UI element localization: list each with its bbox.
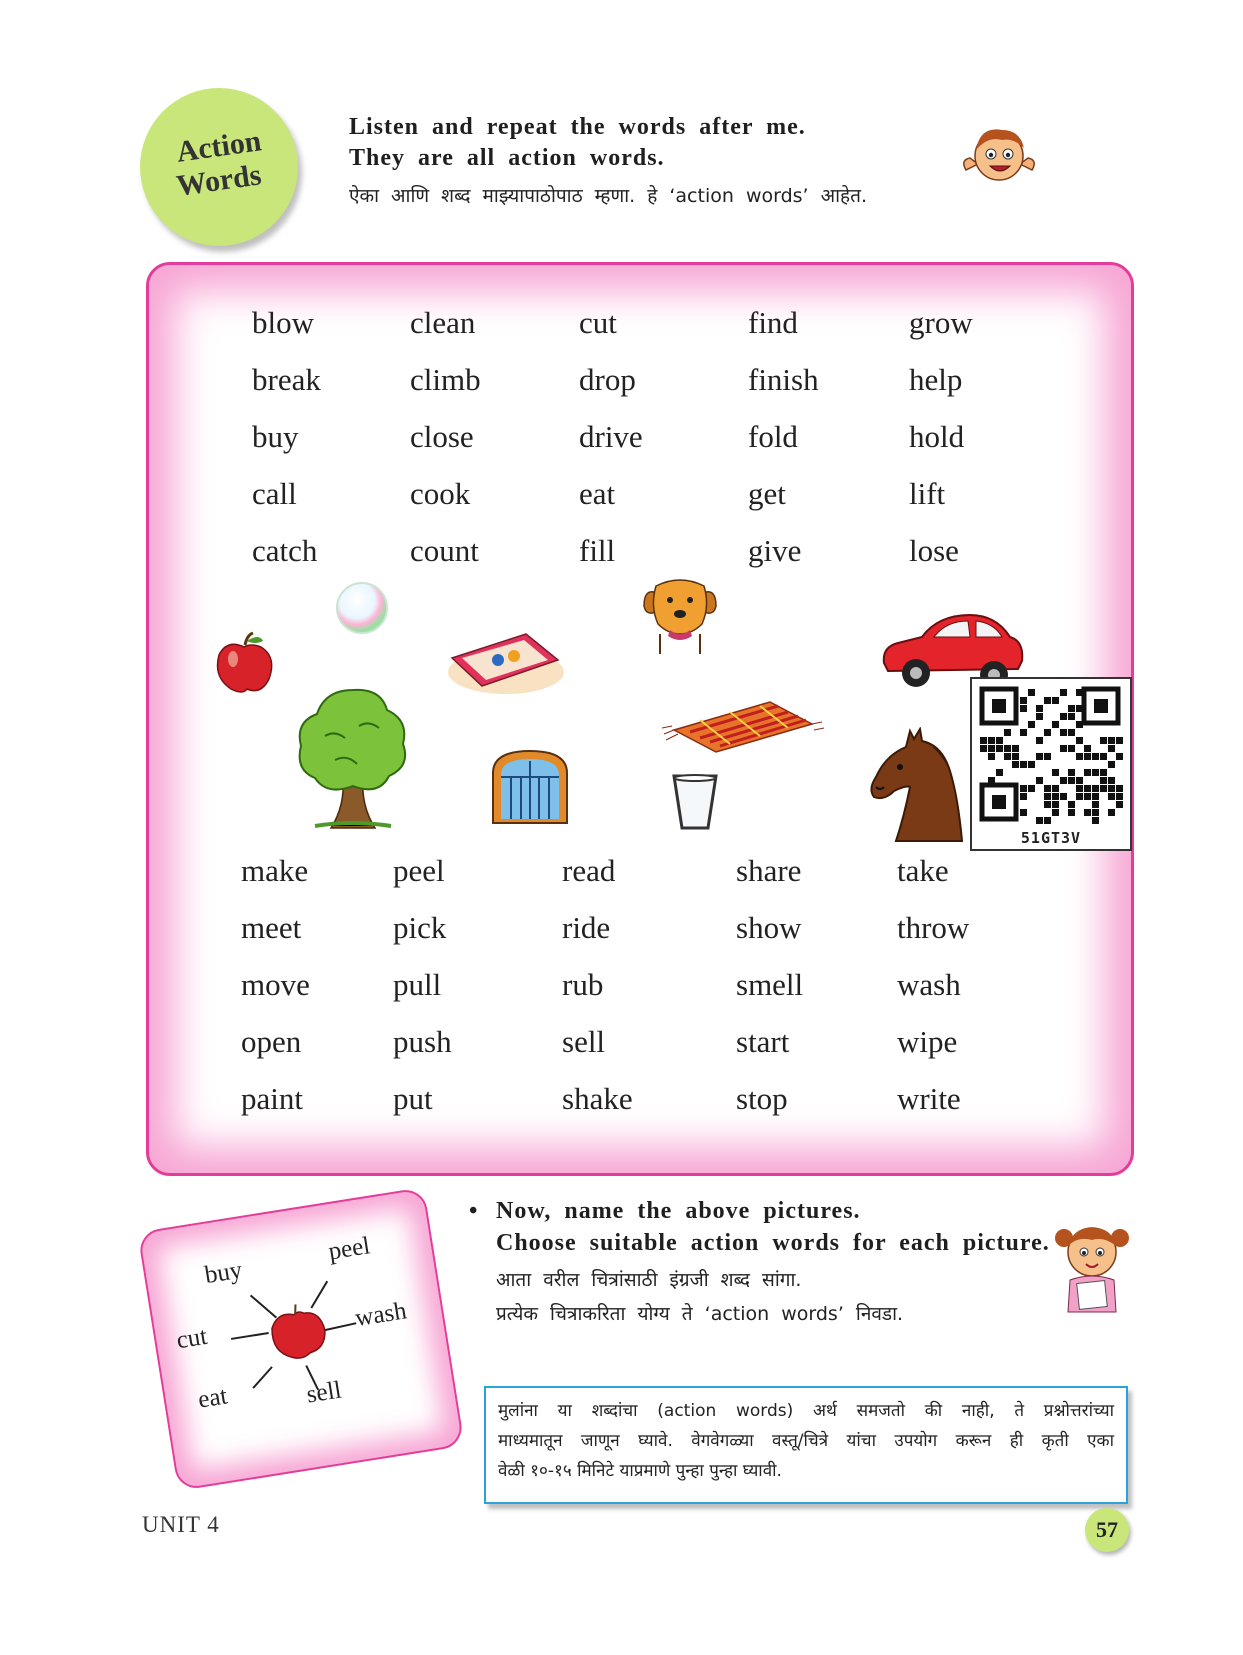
action-word: paint [241,1081,303,1116]
action-word: push [393,1024,452,1059]
action-word: call [252,476,297,511]
instruction-marathi: ऐका आणि शब्द माझ्यापाठोपाठ म्हणा. हे ‘action words’ आहेत. [349,185,867,207]
action-word: lose [909,533,959,568]
action-word: cut [579,305,617,340]
action-word: open [241,1024,302,1059]
action-word: take [897,853,949,888]
action-word: cook [410,476,471,511]
action-word: wash [897,967,961,1002]
action-word: sell [562,1024,606,1059]
action-word: move [241,967,310,1002]
action-word: find [748,305,798,340]
action-word: grow [909,305,973,340]
example-word-cut: cut [174,1322,210,1355]
action-word: drive [579,419,643,454]
horse-illustration [866,727,964,843]
action-word: put [393,1081,433,1116]
badge-line-1: Action [174,124,264,169]
action-word: hold [909,419,965,454]
note-line-3: वेळी १०-१५ मिनिटे याप्रमाणे पुन्हा पुन्हा घ्यावी. [498,1461,782,1481]
example-connector-lines [140,1189,463,1489]
example-word-sell: sell [304,1376,344,1409]
action-word: pull [393,967,442,1002]
action-word: eat [579,476,616,511]
rug-illustration [660,694,824,758]
task-line-1: Now, name the above pictures. [496,1198,861,1224]
action-word: ride [562,910,611,945]
action-word: buy [252,419,299,454]
action-word: fill [579,533,616,568]
girl-illustration [1050,1220,1134,1316]
page-number: 57 [1085,1508,1129,1552]
action-word: read [562,853,616,888]
instruction-line-1: Listen and repeat the words after me. [349,114,806,140]
action-word: get [748,476,786,511]
action-word: give [748,533,802,568]
window-illustration [489,747,571,825]
glass-illustration [670,772,720,832]
action-word: lift [909,476,946,511]
action-word: catch [252,533,318,568]
action-word: show [736,910,802,945]
dog-illustration [640,572,720,656]
boy-face-illustration [958,120,1040,192]
unit-label: UNIT 4 [142,1512,220,1537]
note-line-1: मुलांना या शब्दांचा (action words) अर्थ समजतो की नाही, ते प्रश्नोत्तरांच्या [498,1401,1114,1421]
qr-pattern [972,681,1130,827]
action-word: make [241,853,309,888]
action-word: close [410,419,474,454]
action-word: rub [562,967,604,1002]
teacher-note [484,1386,1128,1504]
action-word: blow [252,305,314,340]
action-word: write [897,1081,961,1116]
example-card [137,1187,464,1491]
task-line-2: Choose suitable action words for each picture. [496,1230,1050,1256]
action-word: meet [241,910,302,945]
action-word: throw [897,910,970,945]
book-illustration [446,628,564,696]
example-word-eat: eat [196,1382,230,1414]
action-word: peel [393,853,445,888]
action-word: fold [748,419,798,454]
badge-line-2: Words [174,158,264,203]
action-word: shake [562,1081,633,1116]
action-word: wipe [897,1024,958,1059]
action-word: start [736,1024,790,1059]
example-word-wash: wash [353,1297,409,1333]
example-word-peel: peel [326,1232,372,1266]
apple-illustration [213,631,275,695]
qr-code[interactable] [970,677,1132,851]
tree-illustration [295,686,411,834]
task-bullet: • [469,1198,479,1224]
bubble-illustration [334,580,390,636]
example-word-buy: buy [202,1256,245,1290]
task-marathi-1: आता वरील चित्रांसाठी इंग्रजी शब्द सांगा. [496,1269,802,1291]
instruction-line-2: They are all action words. [349,145,665,171]
action-word: climb [410,362,481,397]
action-word: share [736,853,802,888]
action-word: stop [736,1081,788,1116]
action-word: drop [579,362,636,397]
note-line-2: माध्यमातून जाणून घ्यावे. वेगवेगळ्या वस्तू/चित्रे यांचा उपयोग करून ही कृती एका [498,1431,1114,1451]
task-marathi-2: प्रत्येक चित्राकरिता योग्य ते ‘action words’ निवडा. [496,1303,904,1325]
action-word: finish [748,362,819,397]
action-word: help [909,362,963,397]
action-word: smell [736,967,804,1002]
section-badge [140,88,298,246]
action-word: break [252,362,321,397]
action-word: pick [393,910,447,945]
action-word: count [410,533,479,568]
action-word: clean [410,305,476,340]
qr-code-label: 51GT3V [1020,829,1082,847]
